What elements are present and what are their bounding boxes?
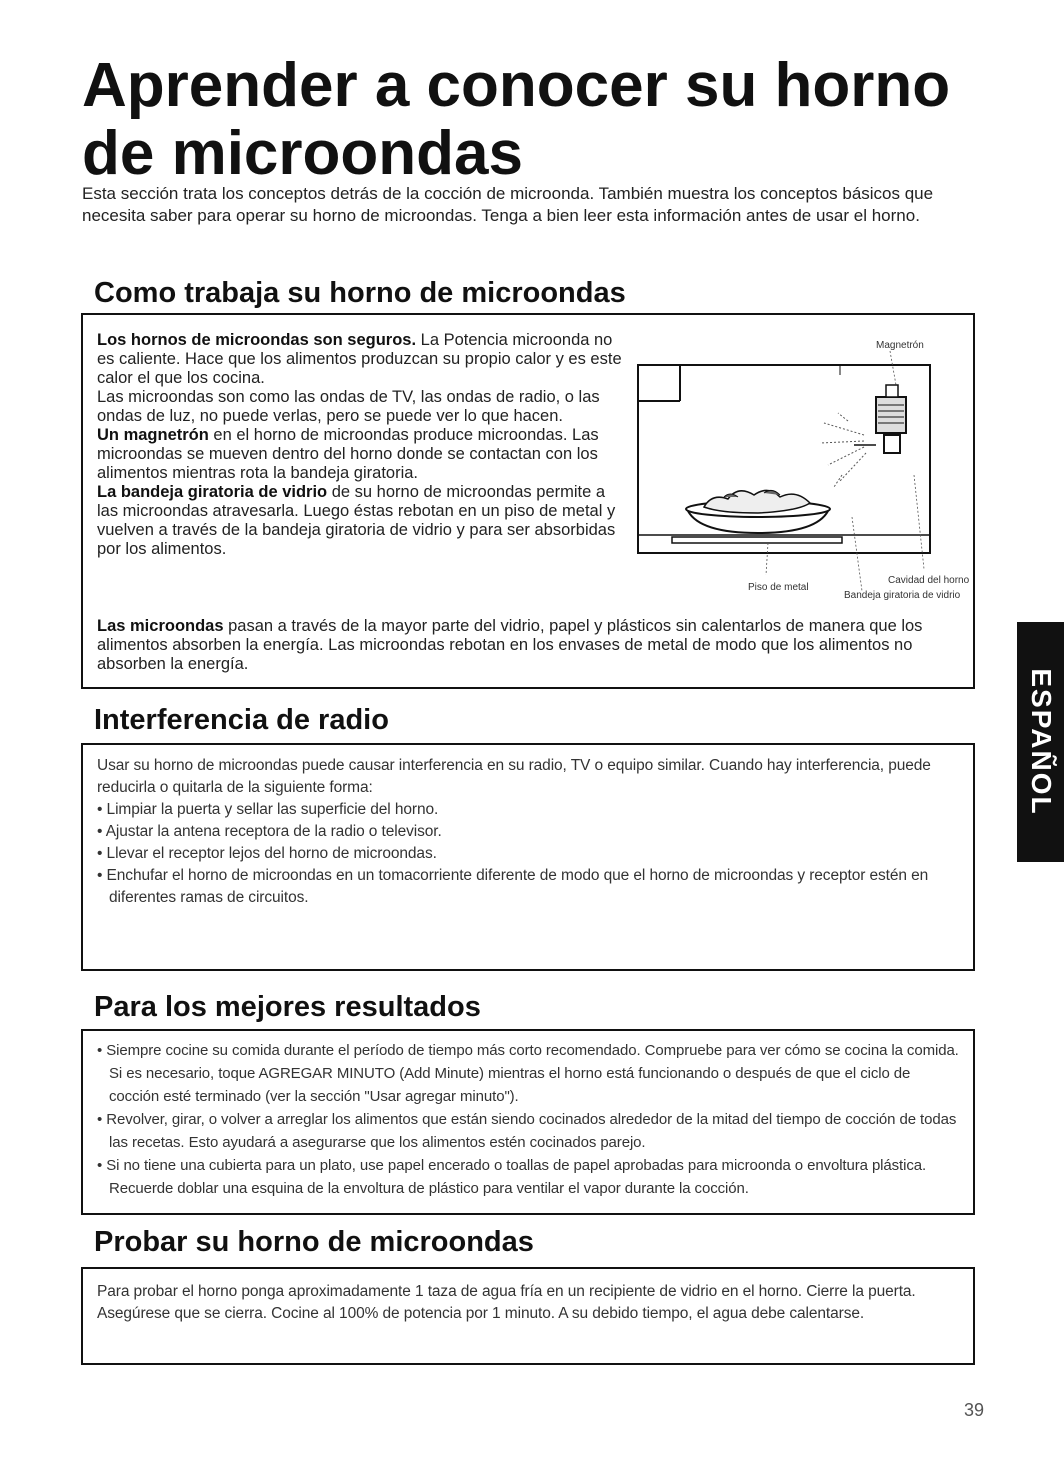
radio-interference-list: [97, 799, 957, 909]
section-heading-best-results: Para los mejores resultados: [94, 991, 481, 1023]
microwave-waves-icon: [820, 413, 866, 487]
list-item: • Ajustar la antena receptora de la radio o televisor.: [97, 821, 957, 843]
magnetron-icon: [854, 385, 906, 453]
label-tray: Bandeja giratoria de vidrio: [844, 590, 961, 601]
section-heading-radio-interference: Interferencia de radio: [94, 704, 389, 736]
test-oven-box: [81, 1267, 975, 1365]
radio-interference-content: [97, 755, 957, 909]
safe-text: La Potencia microonda no es caliente. Hace que los alimentos produzcan su propio calor y es este calor el que los cocina.: [97, 331, 622, 387]
tray-text: de su horno de microondas permite a las microondas atravesarla. Luego éstas rebotan en un piso de metal y vuelven a través de la bandeja giratoria de vidrio y para ser absorbidas por los alimentos.: [97, 483, 616, 558]
radio-interference-box: [81, 743, 975, 971]
page-title-line-1: Aprender a conocer su horno: [82, 51, 951, 120]
page-number: 39: [964, 1400, 985, 1420]
intro-paragraph: Esta sección trata los conceptos detrás de la cocción de microonda. También muestra los conceptos básicos que necesita saber para operar su horno de microondas. Tenga a bien leer esta información antes de usar el horno.: [82, 184, 934, 225]
magnetron-text: en el horno de microondas produce microondas. Las microondas se mueven dentro del horno donde se contactan con los alimentos mientras rota la bandeja giratoria.: [97, 426, 599, 482]
floor-leader-line: [766, 543, 768, 575]
safe-bold: Los hornos de microondas son seguros.: [97, 331, 417, 349]
list-item: • Si no tiene una cubierta para un plato, use papel encerado o toallas de papel aprobadas para microonda o envoltura plástica. Recuerde doblar una esquina de la envoltura de plástico para ventilar el vapor durante la cocción.: [97, 1154, 963, 1200]
list-item: • Enchufar el horno de microondas en un tomacorriente diferente de modo que el horno de microondas y receptor estén en diferentes ramas de circuitos.: [97, 865, 957, 909]
best-results-list: [97, 1039, 963, 1200]
microwaves-paragraph: [97, 617, 967, 674]
how-it-works-text: [97, 331, 627, 559]
label-cavity: Cavidad del horno: [888, 575, 970, 586]
waves-text: Las microondas son como las ondas de TV, las ondas de radio, o las ondas de luz, no puede verlas, pero se puede ver lo que hacen.: [97, 388, 600, 425]
how-it-works-box: [81, 313, 975, 689]
section-heading-how-it-works: Como trabaja su horno de microondas: [94, 277, 626, 309]
list-item: • Siempre cocine su comida durante el período de tiempo más corto recomendado. Compruebe para ver cómo se cocina la comida. Si es necesario, toque AGREGAR MINUTO (Add Minute) mientras el horno está funcionando o después de que el ciclo de cocción esté terminado (ver la sección "Usar agregar minuto").: [97, 1039, 963, 1108]
microwaves-text: pasan a través de la mayor parte del vidrio, papel y plásticos sin calentarlos de manera que los alimentos absorben la energía. Las microondas rebotan en los envases de metal de modo que los alimentos no absorben la energía.: [97, 617, 923, 673]
page-title-line-2: de microondas: [82, 119, 523, 188]
microwaves-bold: Las microondas: [97, 617, 224, 635]
microwave-diagram: [628, 325, 973, 601]
cavity-leader-line: [914, 475, 924, 569]
page-title: [82, 52, 982, 188]
language-side-tab: [1017, 622, 1064, 862]
magnetron-bold: Un magnetrón: [97, 426, 209, 444]
tray-bold: La bandeja giratoria de vidrio: [97, 483, 328, 501]
list-item: • Limpiar la puerta y sellar las superficie del horno.: [97, 799, 957, 821]
language-side-tab-label: ESPAÑOL: [1025, 668, 1057, 816]
label-magnetron: Magnetrón: [876, 340, 924, 351]
label-metal-floor: Piso de metal: [748, 582, 809, 593]
list-item: • Revolver, girar, o volver a arreglar los alimentos que están siendo cocinados alrededor de la mitad del tiempo de cocción de todas las recetas. Esto ayudará a asegurarse que los alimentos estén cocinados parejo.: [97, 1108, 963, 1154]
list-item: • Llevar el receptor lejos del horno de microondas.: [97, 843, 957, 865]
radio-interference-intro: Usar su horno de microondas puede causar interferencia en su radio, TV o equipo similar. Cuando hay interferencia, puede reducirla o quitarla de la siguiente forma:: [97, 757, 931, 796]
magnetron-leader-line: [890, 351, 896, 385]
best-results-box: [81, 1029, 975, 1215]
test-oven-text: Para probar el horno ponga aproximadamente 1 taza de agua fría en un recipiente de vidrio en el horno. Cierre la puerta. Asegúrese que se cierra. Cocine al 100% de potencia por 1 minuto. A su debido tiempo, el agua debe calentarse.: [97, 1283, 916, 1322]
section-heading-test-oven: Probar su horno de microondas: [94, 1226, 534, 1258]
